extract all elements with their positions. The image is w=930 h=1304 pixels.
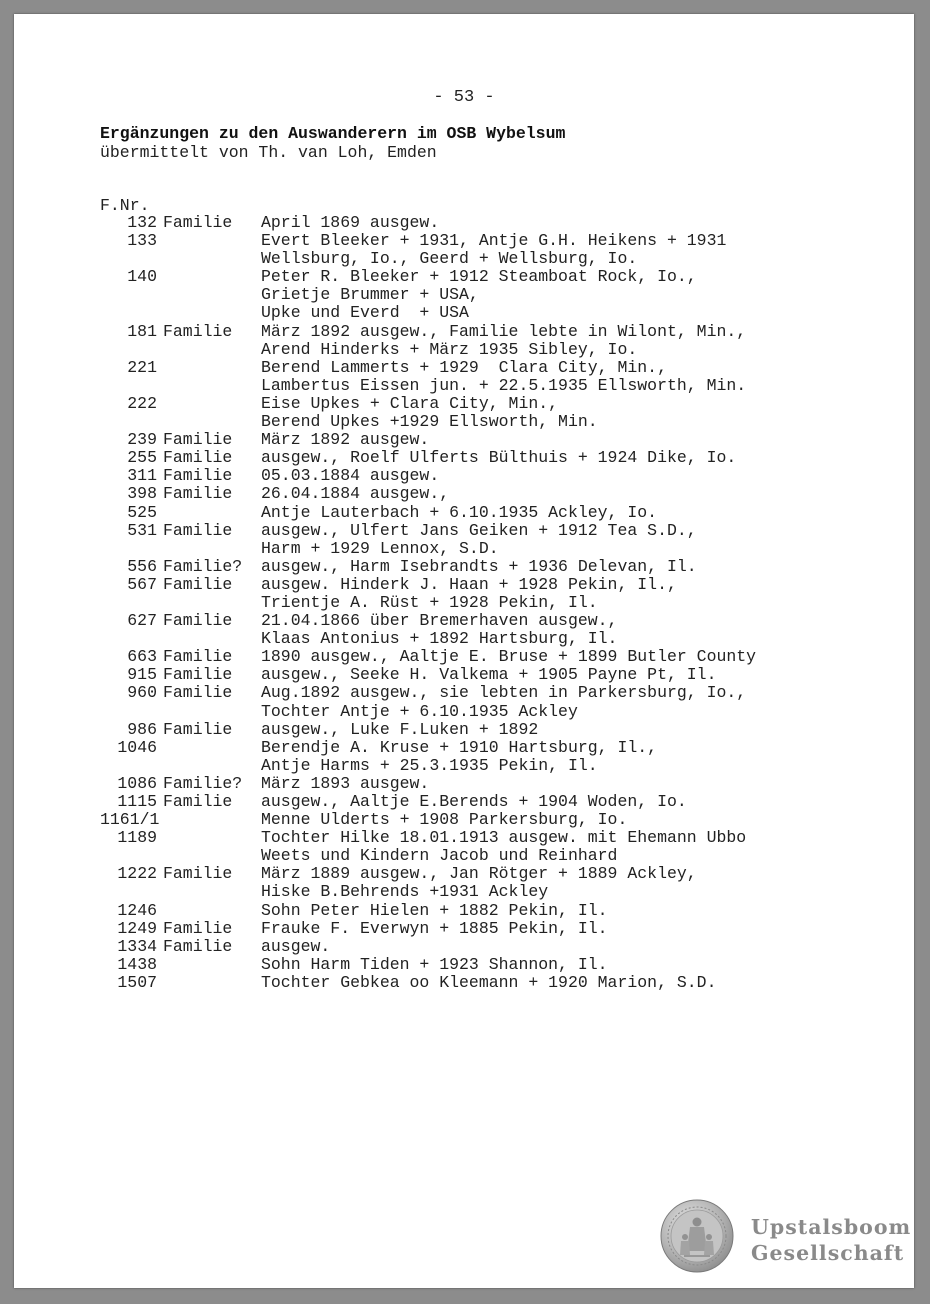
entry-item bbox=[100, 612, 756, 648]
entry-family-flag: Familie bbox=[163, 792, 233, 811]
entry-number bbox=[100, 250, 160, 268]
entry-family-flag bbox=[160, 504, 261, 522]
entry-family-flag: Familie bbox=[163, 936, 233, 956]
entry-item bbox=[100, 431, 756, 449]
entry-number: 1222 bbox=[117, 864, 157, 884]
entry-number bbox=[100, 377, 160, 395]
entry-family-flag bbox=[160, 847, 261, 865]
entry-text: Berendje A. Kruse + 1910 Hartsburg, Il., bbox=[261, 737, 658, 757]
entry-family-flag: Familie bbox=[163, 665, 233, 685]
entry-number bbox=[100, 286, 160, 304]
entry-number: 1246 bbox=[117, 900, 157, 920]
entry-text: März 1892 ausgew. bbox=[261, 430, 430, 450]
entry-family-flag bbox=[160, 974, 261, 992]
entry-text: Harm + 1929 Lennox, S.D. bbox=[261, 538, 499, 558]
entry-family-flag: Familie bbox=[163, 520, 233, 540]
entry-family-flag: Familie bbox=[163, 484, 233, 504]
entry-text: ausgew., Harm Isebrandts + 1936 Delevan, Il. bbox=[261, 556, 697, 576]
entry-line bbox=[100, 684, 756, 702]
entry-line bbox=[100, 232, 756, 250]
entry-item bbox=[100, 829, 756, 865]
entry-item bbox=[100, 938, 756, 956]
entry-text: Berend Upkes +1929 Ellsworth, Min. bbox=[261, 412, 598, 432]
entry-item bbox=[100, 865, 756, 901]
entry-line bbox=[100, 630, 756, 648]
entry-family-flag bbox=[160, 883, 261, 901]
entry-line bbox=[100, 775, 756, 793]
entry-text: Weets und Kindern Jacob und Reinhard bbox=[261, 846, 618, 866]
entry-number bbox=[100, 413, 160, 431]
entry-family-flag bbox=[160, 594, 261, 612]
entry-number bbox=[100, 304, 160, 322]
entry-family-flag bbox=[160, 341, 261, 359]
entry-line bbox=[100, 214, 756, 232]
entry-item bbox=[100, 268, 756, 322]
entry-number: 663 bbox=[127, 647, 157, 667]
entry-text: Eise Upkes + Clara City, Min., bbox=[261, 393, 559, 413]
entry-number: 221 bbox=[127, 357, 157, 377]
entry-family-flag bbox=[160, 757, 261, 775]
document-subtitle: übermittelt von Th. van Loh, Emden bbox=[100, 143, 437, 162]
entry-family-flag: Familie bbox=[163, 466, 233, 486]
entry-text: Antje Lauterbach + 6.10.1935 Ackley, Io. bbox=[261, 502, 658, 522]
entry-item bbox=[100, 902, 756, 920]
entry-item bbox=[100, 522, 756, 558]
entry-line bbox=[100, 286, 756, 304]
entry-number: 1086 bbox=[117, 773, 157, 793]
entry-text: Grietje Brummer + USA, bbox=[261, 285, 479, 305]
entry-text: ausgew., Aaltje E.Berends + 1904 Woden, Io. bbox=[261, 792, 687, 811]
entry-line bbox=[100, 920, 756, 938]
entry-item bbox=[100, 576, 756, 612]
entry-family-flag bbox=[160, 703, 261, 721]
entry-line bbox=[100, 341, 756, 359]
entry-line bbox=[100, 612, 756, 630]
entry-number: 531 bbox=[127, 520, 157, 540]
entry-line bbox=[100, 413, 756, 431]
entry-number: 311 bbox=[127, 466, 157, 486]
entry-text: April 1869 ausgew. bbox=[261, 213, 440, 232]
entry-number bbox=[100, 847, 160, 865]
entry-number: 556 bbox=[127, 556, 157, 576]
logo-line-2: Gesellschaft bbox=[751, 1241, 905, 1265]
entry-item bbox=[100, 467, 756, 485]
entry-number: 525 bbox=[127, 502, 157, 522]
entry-text: Tochter Antje + 6.10.1935 Ackley bbox=[261, 701, 578, 721]
entry-number: 986 bbox=[127, 719, 157, 739]
entry-family-flag bbox=[160, 377, 261, 395]
entry-number: 1115 bbox=[117, 792, 157, 811]
entry-text: ausgew. Hinderk J. Haan + 1928 Pekin, Il., bbox=[261, 574, 677, 594]
entry-number: 132 bbox=[127, 213, 157, 232]
entry-family-flag: Familie bbox=[163, 321, 233, 341]
entry-family-flag: Familie bbox=[163, 864, 233, 884]
entry-number: 1249 bbox=[117, 918, 157, 938]
entry-number: 1438 bbox=[117, 954, 157, 974]
entry-family-flag: Familie? bbox=[163, 773, 243, 793]
entry-number: 1046 bbox=[117, 737, 157, 757]
entry-text: ausgew., Seeke H. Valkema + 1905 Payne Pt, Il. bbox=[261, 665, 717, 685]
entry-text: Lambertus Eissen jun. + 22.5.1935 Ellsworth, Min. bbox=[261, 375, 747, 395]
entry-text: März 1889 ausgew., Jan Rötger + 1889 Ackley, bbox=[261, 864, 697, 884]
entry-family-flag: Familie bbox=[163, 430, 233, 450]
entry-text: Peter R. Bleeker + 1912 Steamboat Rock, Io., bbox=[261, 267, 697, 287]
entry-text: Klaas Antonius + 1892 Hartsburg, Il. bbox=[261, 629, 618, 649]
entry-family-flag: Familie bbox=[163, 213, 233, 232]
entry-item bbox=[100, 395, 756, 431]
entry-line bbox=[100, 793, 756, 811]
entry-number bbox=[100, 883, 160, 901]
entry-family-flag bbox=[160, 286, 261, 304]
entry-item bbox=[100, 775, 756, 793]
entry-text: März 1893 ausgew. bbox=[261, 773, 430, 793]
entry-item bbox=[100, 323, 756, 359]
entry-line bbox=[100, 268, 756, 286]
entry-family-flag bbox=[160, 413, 261, 431]
entry-line bbox=[100, 847, 756, 865]
entry-family-flag bbox=[160, 540, 261, 558]
entry-line bbox=[100, 540, 756, 558]
entry-line bbox=[100, 323, 756, 341]
entry-number: 398 bbox=[127, 484, 157, 504]
entry-line bbox=[100, 721, 756, 739]
entry-text: Sohn Harm Tiden + 1923 Shannon, Il. bbox=[261, 954, 608, 974]
entry-line bbox=[100, 594, 756, 612]
entry-family-flag bbox=[160, 956, 261, 974]
entry-item bbox=[100, 920, 756, 938]
entry-list bbox=[100, 214, 756, 992]
entry-number: 255 bbox=[127, 448, 157, 468]
entry-item bbox=[100, 721, 756, 739]
entry-text: 05.03.1884 ausgew. bbox=[261, 466, 440, 486]
entry-line bbox=[100, 250, 756, 268]
entry-number: 1161/1 bbox=[100, 810, 160, 830]
logo-line-1: Upstalsboom bbox=[751, 1215, 912, 1239]
entry-item bbox=[100, 956, 756, 974]
entry-item bbox=[100, 449, 756, 467]
entry-line bbox=[100, 974, 756, 992]
entry-number: 627 bbox=[127, 611, 157, 631]
entry-text: Menne Ulderts + 1908 Parkersburg, Io. bbox=[261, 810, 628, 830]
entry-number: 181 bbox=[127, 321, 157, 341]
entry-family-flag bbox=[160, 395, 261, 413]
entry-line bbox=[100, 377, 756, 395]
entry-item bbox=[100, 558, 756, 576]
entry-line bbox=[100, 703, 756, 721]
entry-item bbox=[100, 684, 756, 720]
entry-text: 21.04.1866 über Bremerhaven ausgew., bbox=[261, 611, 618, 631]
entry-family-flag: Familie bbox=[163, 574, 233, 594]
entry-text: 1890 ausgew., Aaltje E. Bruse + 1899 Butler County bbox=[261, 647, 757, 667]
entry-family-flag bbox=[160, 359, 261, 377]
entry-line bbox=[100, 757, 756, 775]
entry-item bbox=[100, 974, 756, 992]
entry-text: Hiske B.Behrends +1931 Ackley bbox=[261, 882, 549, 902]
entry-number: 915 bbox=[127, 665, 157, 685]
entry-text: März 1892 ausgew., Familie lebte in Wilont, Min., bbox=[261, 321, 747, 341]
entry-text: ausgew., Roelf Ulferts Bülthuis + 1924 Dike, Io. bbox=[261, 448, 737, 468]
entry-family-flag: Familie? bbox=[163, 556, 243, 576]
entry-line bbox=[100, 829, 756, 847]
entry-text: Upke und Everd + USA bbox=[261, 303, 469, 323]
entry-line bbox=[100, 304, 756, 322]
page-number: - 53 - bbox=[433, 88, 495, 107]
entry-family-flag bbox=[160, 268, 261, 286]
entry-text: Aug.1892 ausgew., sie lebten in Parkersburg, Io., bbox=[261, 683, 747, 703]
entry-family-flag bbox=[160, 630, 261, 648]
entry-line bbox=[100, 467, 756, 485]
document-title: Ergänzungen zu den Auswanderern im OSB Wybelsum bbox=[100, 124, 566, 143]
entry-text: ausgew. bbox=[261, 936, 331, 956]
entry-number bbox=[100, 540, 160, 558]
entry-item bbox=[100, 793, 756, 811]
entry-number bbox=[100, 703, 160, 721]
fnr-column-label: F.Nr. bbox=[100, 196, 150, 215]
entry-family-flag bbox=[160, 829, 261, 847]
entry-item bbox=[100, 485, 756, 503]
entry-family-flag: Familie bbox=[163, 647, 233, 667]
entry-text: Trientje A. Rüst + 1928 Pekin, Il. bbox=[261, 592, 598, 612]
entry-line bbox=[100, 576, 756, 594]
entry-line bbox=[100, 938, 756, 956]
entry-item bbox=[100, 359, 756, 395]
entry-item bbox=[100, 504, 756, 522]
entry-family-flag: Familie bbox=[163, 448, 233, 468]
entry-number: 140 bbox=[127, 267, 157, 287]
entry-text: Tochter Gebkea oo Kleemann + 1920 Marion, S.D. bbox=[261, 972, 717, 992]
entry-line bbox=[100, 811, 756, 829]
entry-line bbox=[100, 449, 756, 467]
entry-item bbox=[100, 232, 756, 268]
entry-number: 133 bbox=[127, 231, 157, 251]
entry-item bbox=[100, 739, 756, 775]
entry-text: ausgew., Luke F.Luken + 1892 bbox=[261, 719, 539, 739]
entry-line bbox=[100, 739, 756, 757]
logo-wordmark bbox=[751, 1214, 911, 1266]
entry-text: ausgew., Ulfert Jans Geiken + 1912 Tea S.D., bbox=[261, 520, 697, 540]
entry-line bbox=[100, 648, 756, 666]
entry-line bbox=[100, 558, 756, 576]
entry-number bbox=[100, 594, 160, 612]
entry-text: Evert Bleeker + 1931, Antje G.H. Heikens + 1931 bbox=[261, 231, 727, 251]
entry-line bbox=[100, 485, 756, 503]
entry-family-flag: Familie bbox=[163, 611, 233, 631]
entry-text: Arend Hinderks + März 1935 Sibley, Io. bbox=[261, 339, 638, 359]
entry-text: Antje Harms + 25.3.1935 Pekin, Il. bbox=[261, 755, 598, 775]
entry-family-flag bbox=[160, 811, 261, 829]
entry-family-flag: Familie bbox=[163, 918, 233, 938]
entry-number: 960 bbox=[127, 683, 157, 703]
entry-text: Wellsburg, Io., Geerd + Wellsburg, Io. bbox=[261, 249, 638, 269]
entry-number bbox=[100, 341, 160, 359]
entry-line bbox=[100, 865, 756, 883]
entry-number: 1189 bbox=[117, 828, 157, 848]
entry-item bbox=[100, 648, 756, 666]
entry-line bbox=[100, 431, 756, 449]
entry-number: 567 bbox=[127, 574, 157, 594]
entry-line bbox=[100, 395, 756, 413]
entry-number: 222 bbox=[127, 393, 157, 413]
entry-item bbox=[100, 811, 756, 829]
entry-text: 26.04.1884 ausgew., bbox=[261, 484, 450, 504]
entry-line bbox=[100, 902, 756, 920]
entry-line bbox=[100, 883, 756, 901]
entry-item bbox=[100, 214, 756, 232]
entry-family-flag bbox=[160, 902, 261, 920]
entry-number: 1507 bbox=[117, 972, 157, 992]
entry-text: Sohn Peter Hielen + 1882 Pekin, Il. bbox=[261, 900, 608, 920]
entry-number: 239 bbox=[127, 430, 157, 450]
entry-number bbox=[100, 630, 160, 648]
entry-family-flag: Familie bbox=[163, 719, 233, 739]
entry-family-flag bbox=[160, 250, 261, 268]
entry-number: 1334 bbox=[117, 936, 157, 956]
entry-line bbox=[100, 359, 756, 377]
entry-family-flag bbox=[160, 232, 261, 250]
seal-logo-icon bbox=[660, 1199, 734, 1273]
entry-line bbox=[100, 504, 756, 522]
entry-family-flag: Familie bbox=[163, 683, 233, 703]
document-page bbox=[14, 14, 914, 1288]
entry-text: Frauke F. Everwyn + 1885 Pekin, Il. bbox=[261, 918, 608, 938]
entry-item bbox=[100, 666, 756, 684]
entry-text: Tochter Hilke 18.01.1913 ausgew. mit Ehemann Ubbo bbox=[261, 828, 747, 848]
entry-text: Berend Lammerts + 1929 Clara City, Min., bbox=[261, 357, 667, 377]
entry-line bbox=[100, 522, 756, 540]
entry-number bbox=[100, 757, 160, 775]
entry-family-flag bbox=[160, 304, 261, 322]
entry-line bbox=[100, 666, 756, 684]
entry-family-flag bbox=[160, 739, 261, 757]
entry-line bbox=[100, 956, 756, 974]
